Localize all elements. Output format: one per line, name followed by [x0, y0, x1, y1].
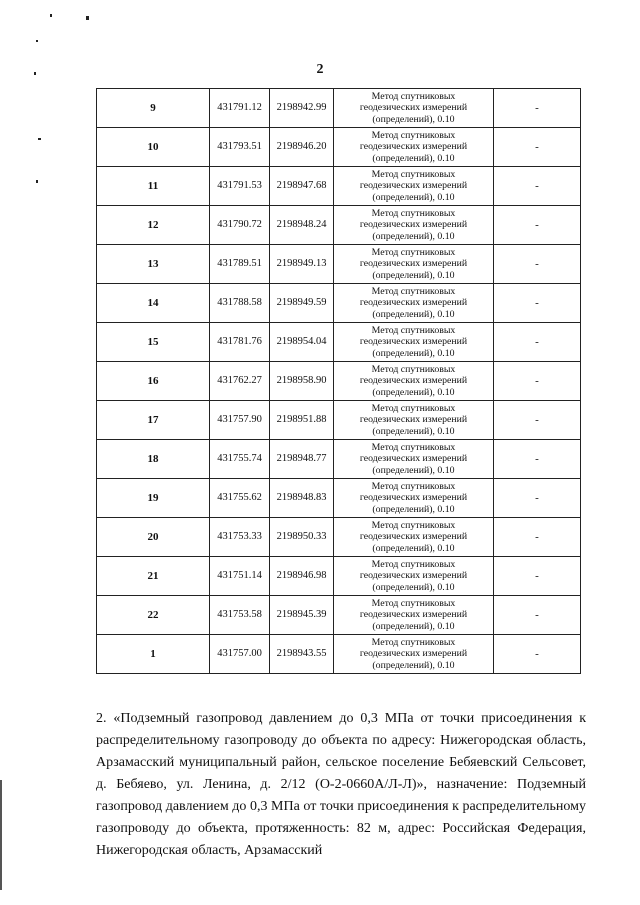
y-coordinate-cell: 2198949.13 — [270, 245, 334, 284]
note-cell: - — [494, 557, 581, 596]
scan-edge-line — [0, 780, 2, 890]
method-cell — [334, 440, 494, 479]
note-cell: - — [494, 245, 581, 284]
method-line: (определений), 0.10 — [372, 269, 455, 281]
scan-speck — [38, 138, 41, 140]
method-line: Метод спутниковых — [371, 246, 456, 258]
y-coordinate-cell: 2198947.68 — [270, 167, 334, 206]
note-cell: - — [494, 479, 581, 518]
method-line: Метод спутниковых — [371, 168, 456, 180]
method-line: геодезических измерений — [359, 258, 468, 270]
point-number-cell: 13 — [97, 245, 210, 284]
x-coordinate-cell: 431791.12 — [210, 89, 270, 128]
table-row — [97, 128, 581, 167]
point-number-cell: 22 — [97, 596, 210, 635]
method-cell — [334, 323, 494, 362]
table-row — [97, 362, 581, 401]
method-line: геодезических измерений — [359, 453, 468, 465]
point-number-cell: 17 — [97, 401, 210, 440]
point-number-cell: 14 — [97, 284, 210, 323]
method-line: (определений), 0.10 — [372, 581, 455, 593]
point-number-cell: 15 — [97, 323, 210, 362]
method-line: геодезических измерений — [359, 180, 468, 192]
method-cell — [334, 245, 494, 284]
y-coordinate-cell: 2198946.20 — [270, 128, 334, 167]
point-number-cell: 18 — [97, 440, 210, 479]
table-body — [97, 89, 581, 674]
method-line: Метод спутниковых — [371, 519, 456, 531]
table-row — [97, 245, 581, 284]
method-line: геодезических измерений — [359, 219, 468, 231]
note-cell: - — [494, 167, 581, 206]
y-coordinate-cell: 2198949.59 — [270, 284, 334, 323]
method-line: геодезических измерений — [359, 336, 468, 348]
point-number-cell: 20 — [97, 518, 210, 557]
scan-speck — [36, 180, 38, 183]
method-line: геодезических измерений — [359, 531, 468, 543]
note-cell: - — [494, 284, 581, 323]
method-line: геодезических измерений — [359, 492, 468, 504]
note-cell: - — [494, 635, 581, 674]
point-number-cell: 12 — [97, 206, 210, 245]
y-coordinate-cell: 2198948.24 — [270, 206, 334, 245]
scan-speck — [86, 16, 89, 20]
x-coordinate-cell: 431791.53 — [210, 167, 270, 206]
y-coordinate-cell: 2198958.90 — [270, 362, 334, 401]
table-row — [97, 323, 581, 362]
point-number-cell: 21 — [97, 557, 210, 596]
method-line: (определений), 0.10 — [372, 542, 455, 554]
table-row — [97, 479, 581, 518]
method-line: (определений), 0.10 — [372, 113, 455, 125]
method-line: Метод спутниковых — [371, 207, 456, 219]
y-coordinate-cell: 2198951.88 — [270, 401, 334, 440]
method-cell — [334, 518, 494, 557]
method-line: Метод спутниковых — [371, 441, 456, 453]
note-cell: - — [494, 401, 581, 440]
x-coordinate-cell: 431755.62 — [210, 479, 270, 518]
point-number-cell: 11 — [97, 167, 210, 206]
point-number-cell: 1 — [97, 635, 210, 674]
y-coordinate-cell: 2198948.83 — [270, 479, 334, 518]
method-cell — [334, 128, 494, 167]
y-coordinate-cell: 2198946.98 — [270, 557, 334, 596]
x-coordinate-cell: 431762.27 — [210, 362, 270, 401]
coordinates-table — [96, 88, 581, 674]
method-line: (определений), 0.10 — [372, 152, 455, 164]
method-line: (определений), 0.10 — [372, 425, 455, 437]
note-cell: - — [494, 440, 581, 479]
x-coordinate-cell: 431751.14 — [210, 557, 270, 596]
note-cell: - — [494, 128, 581, 167]
method-line: геодезических измерений — [359, 609, 468, 621]
method-cell — [334, 362, 494, 401]
table-row — [97, 440, 581, 479]
method-line: Метод спутниковых — [371, 129, 456, 141]
method-line: Метод спутниковых — [371, 363, 456, 375]
method-line: (определений), 0.10 — [372, 386, 455, 398]
method-line: (определений), 0.10 — [372, 191, 455, 203]
page-number: 2 — [316, 62, 324, 77]
x-coordinate-cell: 431757.90 — [210, 401, 270, 440]
table-row — [97, 401, 581, 440]
y-coordinate-cell: 2198942.99 — [270, 89, 334, 128]
method-line: геодезических измерений — [359, 414, 468, 426]
x-coordinate-cell: 431790.72 — [210, 206, 270, 245]
table-row — [97, 167, 581, 206]
scan-speck — [36, 40, 38, 42]
x-coordinate-cell: 431788.58 — [210, 284, 270, 323]
method-cell — [334, 89, 494, 128]
note-cell: - — [494, 518, 581, 557]
point-number-cell: 9 — [97, 89, 210, 128]
table-row — [97, 518, 581, 557]
x-coordinate-cell: 431755.74 — [210, 440, 270, 479]
point-number-cell: 16 — [97, 362, 210, 401]
method-cell — [334, 557, 494, 596]
y-coordinate-cell: 2198945.39 — [270, 596, 334, 635]
method-line: (определений), 0.10 — [372, 308, 455, 320]
x-coordinate-cell: 431757.00 — [210, 635, 270, 674]
method-line: Метод спутниковых — [371, 480, 456, 492]
method-cell — [334, 401, 494, 440]
method-line: (определений), 0.10 — [372, 464, 455, 476]
x-coordinate-cell: 431781.76 — [210, 323, 270, 362]
point-number-cell: 19 — [97, 479, 210, 518]
method-line: геодезических измерений — [359, 102, 468, 114]
table-row — [97, 89, 581, 128]
y-coordinate-cell: 2198943.55 — [270, 635, 334, 674]
note-cell: - — [494, 89, 581, 128]
method-line: геодезических измерений — [359, 570, 468, 582]
table-row — [97, 557, 581, 596]
method-line: (определений), 0.10 — [372, 620, 455, 632]
y-coordinate-cell: 2198954.04 — [270, 323, 334, 362]
method-cell — [334, 635, 494, 674]
method-line: Метод спутниковых — [371, 636, 456, 648]
x-coordinate-cell: 431753.33 — [210, 518, 270, 557]
point-number-cell: 10 — [97, 128, 210, 167]
x-coordinate-cell: 431789.51 — [210, 245, 270, 284]
body-paragraph: 2. «Подземный газопровод давлением до 0,3 МПа от точки присоединения к распределительному газопроводу до объекта по адресу: Нижегородская область, Арзамасский муниципальный район, сельское поселение Бебяевский Сельсовет, д. Бебяево, ул. Ленина, д. 2/12 (О-2-0660А/Л-Л)», назначение: Подземный газопровод давлением до 0,3 МПа от точки присоединения к распределительному газопроводу до объекта, протяженность: 82 м, адрес: Российская Федерация, Нижегородская область, Арзамасский — [96, 711, 586, 858]
method-line: Метод спутниковых — [371, 597, 456, 609]
method-cell — [334, 284, 494, 323]
x-coordinate-cell: 431793.51 — [210, 128, 270, 167]
y-coordinate-cell: 2198950.33 — [270, 518, 334, 557]
note-cell: - — [494, 206, 581, 245]
scan-speck — [50, 14, 52, 17]
x-coordinate-cell: 431753.58 — [210, 596, 270, 635]
method-line: Метод спутниковых — [371, 90, 456, 102]
method-cell — [334, 206, 494, 245]
method-line: (определений), 0.10 — [372, 347, 455, 359]
method-line: (определений), 0.10 — [372, 659, 455, 671]
y-coordinate-cell: 2198948.77 — [270, 440, 334, 479]
method-cell — [334, 479, 494, 518]
table-row — [97, 596, 581, 635]
table-row — [97, 206, 581, 245]
method-line: Метод спутниковых — [371, 558, 456, 570]
table-row — [97, 635, 581, 674]
method-line: геодезических измерений — [359, 297, 468, 309]
method-cell — [334, 596, 494, 635]
method-line: (определений), 0.10 — [372, 503, 455, 515]
note-cell: - — [494, 323, 581, 362]
note-cell: - — [494, 362, 581, 401]
method-line: (определений), 0.10 — [372, 230, 455, 242]
method-line: геодезических измерений — [359, 141, 468, 153]
method-line: геодезических измерений — [359, 648, 468, 660]
method-line: геодезических измерений — [359, 375, 468, 387]
note-cell: - — [494, 596, 581, 635]
method-line: Метод спутниковых — [371, 402, 456, 414]
table-row — [97, 284, 581, 323]
method-cell — [334, 167, 494, 206]
method-line: Метод спутниковых — [371, 285, 456, 297]
method-line: Метод спутниковых — [371, 324, 456, 336]
